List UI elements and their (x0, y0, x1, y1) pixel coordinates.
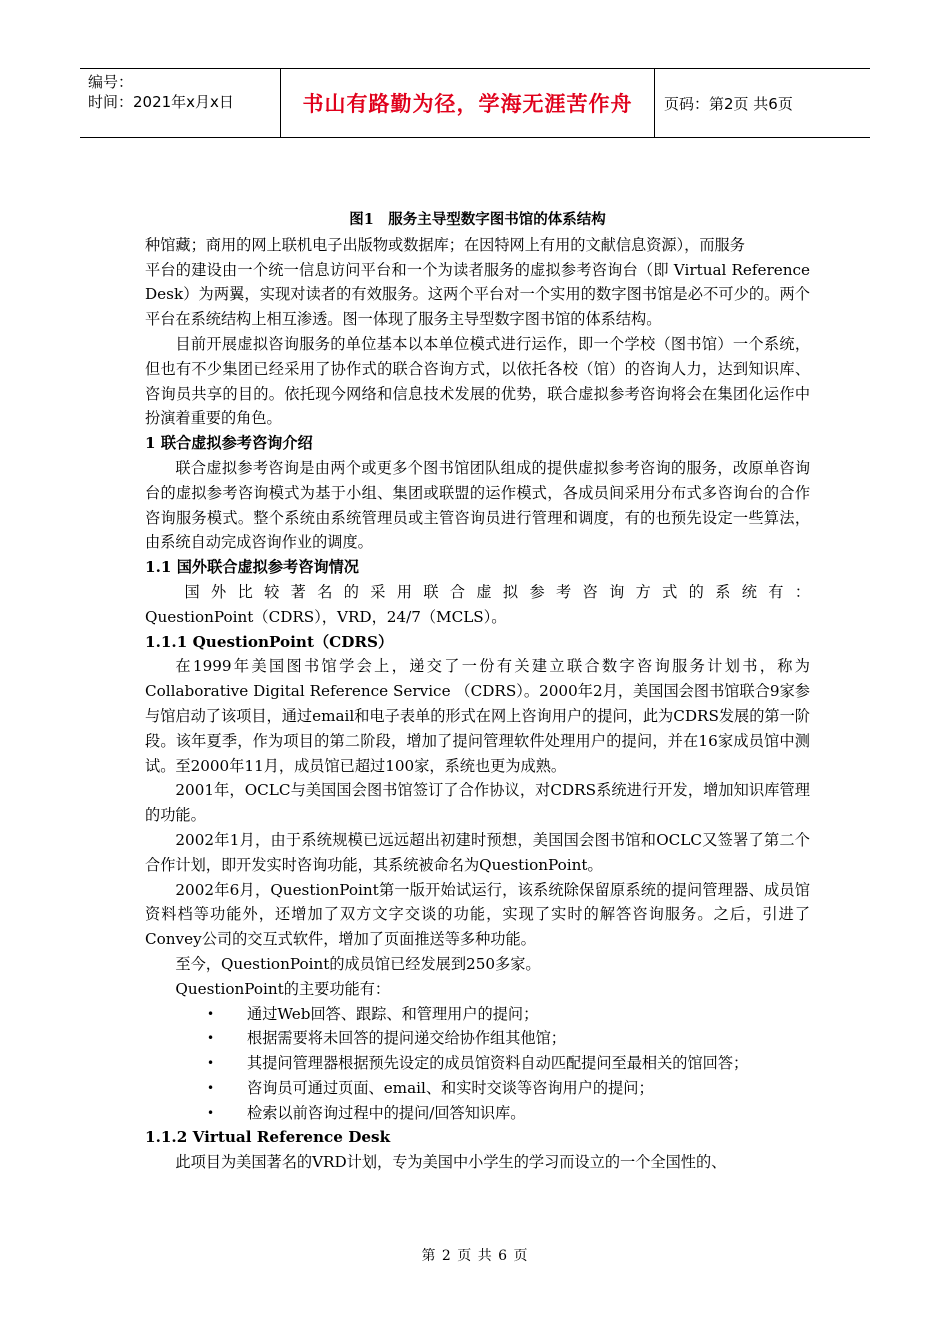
bullet-icon: • (207, 1031, 215, 1046)
list-item: • 检索以前咨询过程中的提问/回答知识库。 (203, 1101, 810, 1126)
paragraph: 种馆藏；商用的网上联机电子出版物或数据库；在因特网上有用的文献信息资源），而服务 (145, 235, 745, 254)
subsection-heading: 1.1 国外联合虚拟参考咨询情况 (145, 558, 359, 577)
header-number: 编号： (88, 73, 134, 91)
bullet-icon: • (207, 1080, 215, 1095)
header-meta (80, 69, 280, 137)
paragraph: 国外比较著名的采用联合虚拟参考咨询方式的系统有： (184, 582, 810, 601)
list-item: • 其提问管理器根据预先设定的成员馆资料自动匹配提问至最相关的馆回答； (203, 1051, 810, 1076)
section-heading: 1 联合虚拟参考咨询介绍 (145, 434, 313, 453)
paragraph: 2001年，OCLC与美国国会图书馆签订了合作协议，对CDRS系统进行开发，增加知识库管理的功能。 (145, 781, 810, 825)
paragraph: 目前开展虚拟咨询服务的单位基本以本单位模式进行运作，即一个学校（图书馆）一个系统，但也有不少集团已经采用了协作式的联合咨询方式，以依托各校（馆）的咨询人力，达到知识库、咨询员共享的目的。依托现今网络和信息技术发展的优势，联合虚拟参考咨询将会在集团化运作中扮演着重要的角色。 (145, 334, 810, 428)
figure-caption: 图1 服务主导型数字图书馆的体系结构 (349, 211, 606, 228)
subsubsection-heading: 1.1.2 Virtual Reference Desk (145, 1128, 391, 1147)
paragraph: 在1999年美国图书馆学会上，递交了一份有关建立联合数字咨询服务计划书，称为Collaborative Digital Reference Service （CDRS）。2000年2月，美国国会图书馆联合9家参与馆启动了该项目，通过email和电子表单的形式在网上咨询用户的提问，此为CDRS发展的第一阶段。该年夏季，作为项目的第二阶段，增加了提问管理软件处理用户的提问，并在16家成员馆中测试。至2000年11月，成员馆已超过100家，系统也更为成熟。 (145, 657, 810, 775)
paragraph: 联合虚拟参考咨询是由两个或更多个图书馆团队组成的提供虚拟参考咨询的服务，改原单咨询台的虚拟参考咨询模式为基于小组、集团或联盟的运作模式，各成员间采用分布式多咨询台的合作咨询服务模式。整个系统由系统管理员或主管咨询员进行管理和调度，有的也预先设定一些算法，由系统自动完成咨询作业的调度。 (145, 458, 810, 552)
list-item: • 根据需要将未回答的提问递交给协作组其他馆； (203, 1026, 810, 1051)
paragraph: QuestionPoint（CDRS），VRD，24/7（MCLS）。 (145, 607, 507, 626)
header-motto-cell (280, 69, 655, 137)
paragraph: 2002年1月，由于系统规模已远远超出初建时预想，美国国会图书馆和OCLC又签署了第二个合作计划，即开发实时咨询功能，其系统被命名为QuestionPoint。 (145, 830, 810, 874)
header-motto: 书山有路勤为径，学海无涯苦作舟 (302, 92, 633, 116)
bullet-icon: • (207, 1056, 215, 1071)
paragraph: QuestionPoint的主要功能有： (175, 979, 391, 998)
list-item: • 通过Web回答、跟踪、和管理用户的提问； (203, 1002, 810, 1027)
page-header (80, 68, 870, 138)
paragraph: 至今，QuestionPoint的成员馆已经发展到250多家。 (175, 954, 541, 973)
list-item: • 咨询员可通过页面、email、和实时交谈等咨询用户的提问； (203, 1076, 810, 1101)
feature-list (145, 1002, 810, 1126)
page-footer: 第 2 页 共 6 页 (421, 1248, 529, 1264)
paragraph: 2002年6月，QuestionPoint第一版开始试运行，该系统除保留原系统的提问管理器、成员馆资料档等功能外，还增加了双方文字交谈的功能，实现了实时的解答咨询服务。之后，引进了Convey公司的交互式软件，增加了页面推送等多种功能。 (145, 880, 810, 949)
header-page-cell (655, 69, 870, 137)
paragraph: 平台的建设由一个统一信息访问平台和一个为读者服务的虚拟参考咨询台（即 Virtual Reference Desk）为两翼，实现对读者的有效服务。这两个平台对一个实用的数字图书馆是必不可少的。两个平台在系统结构上相互渗透。图一体现了服务主导型数字图书馆的体系结构。 (145, 260, 810, 329)
document-body (145, 208, 810, 1175)
header-time: 时间：2021年x月x日 (88, 93, 234, 111)
subsubsection-heading: 1.1.1 QuestionPoint（CDRS） (145, 632, 394, 651)
header-page-number: 页码：第2页 共6页 (664, 94, 793, 113)
bullet-icon: • (207, 1006, 215, 1021)
paragraph: 此项目为美国著名的VRD计划，专为美国中小学生的学习而设立的一个全国性的、 (175, 1153, 727, 1172)
bullet-icon: • (207, 1105, 215, 1120)
